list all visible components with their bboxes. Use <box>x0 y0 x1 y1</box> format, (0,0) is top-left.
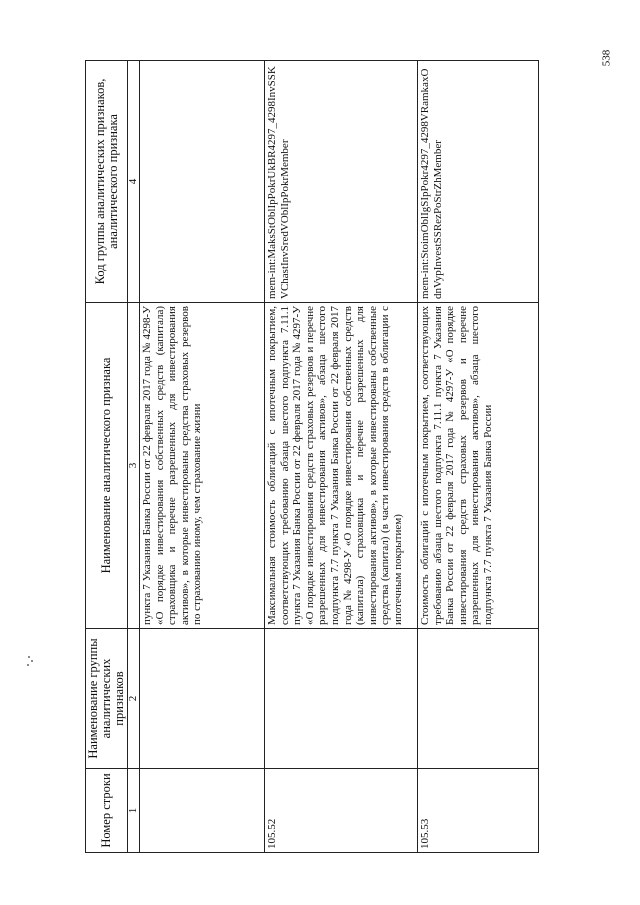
row-description: пункта 7 Указания Банка России от 22 февраля 2017 года № 4298-У «О порядке инвестирования собственных средств (капитала) страховщика и перечне разрешенных для инвестирования активов», в которые инвестированы средства страховых резервов по страхованию иному, чем страхование жизни <box>140 303 265 629</box>
table-row <box>418 61 539 853</box>
column-number-row <box>128 61 140 853</box>
column-number: 3 <box>128 303 140 629</box>
header-group-name: Наименование группы аналитических признаков <box>86 629 128 769</box>
table-row <box>140 61 265 853</box>
row-code: mem-int:StoimOblIgSIpPokr4297_4298VRamkaxOdnVypInvestSSRezPoStrZhMember <box>418 61 539 303</box>
header-row-number: Номер строки <box>86 769 128 853</box>
row-description: Максимальная стоимость облигаций с ипотечным покрытием, соответствующих требованию абзаца шестого подпункта 7.11.1 пункта 7 Указания Банка России от 22 февраля 2017 года № 4297-У «О порядке инвестирования средств страховых резервов и перечне разрешенных для инвестирования активов», абзаца шестого подпункта 7.7 пункта 7 Указания Банка России от 22 февраля 2017 года № 4298-У «О порядке инвестирования собственных средств (капитала) страховщика и перечне разрешенных для инвестирования активов», в которые инвестированы собственные средства (капитал) (в части инвестирования средств в облигации с ипотечным покрытием) <box>265 303 418 629</box>
rotated-page <box>85 61 505 853</box>
row-number: 105.52 <box>265 769 418 853</box>
row-code: mem-int:MaksStOblIpPokrUkBR4297_4298InvSSKVChastInvSredVOblIpPokrMember <box>265 61 418 303</box>
table-header-row <box>86 61 128 853</box>
column-number: 2 <box>128 629 140 769</box>
analytic-features-table <box>85 60 539 853</box>
page-number: 538 <box>600 49 613 67</box>
column-number: 4 <box>128 61 140 303</box>
row-group <box>265 629 418 769</box>
row-number: 105.53 <box>418 769 539 853</box>
column-number: 1 <box>128 769 140 853</box>
row-number <box>140 769 265 853</box>
row-group <box>140 629 265 769</box>
header-code: Код группы аналитических признаков, аналитического признака <box>86 61 128 303</box>
row-code <box>140 61 265 303</box>
header-feature-name: Наименование аналитического признака <box>86 303 128 629</box>
row-description: Стоимость облигаций с ипотечным покрытием, соответствующих требованию абзаца шестого подпункта 7.11.1 пункта 7 Указания Банка России от 22 февраля 2017 года № 4297-У «О порядке инвестирования средств страховых резервов и перечне разрешенных для инвестирования активов», абзаца шестого подпункта 7.7 пункта 7 Указания Банка России <box>418 303 539 629</box>
table-row <box>265 61 418 853</box>
row-group <box>418 629 539 769</box>
scan-specks <box>26 656 36 668</box>
